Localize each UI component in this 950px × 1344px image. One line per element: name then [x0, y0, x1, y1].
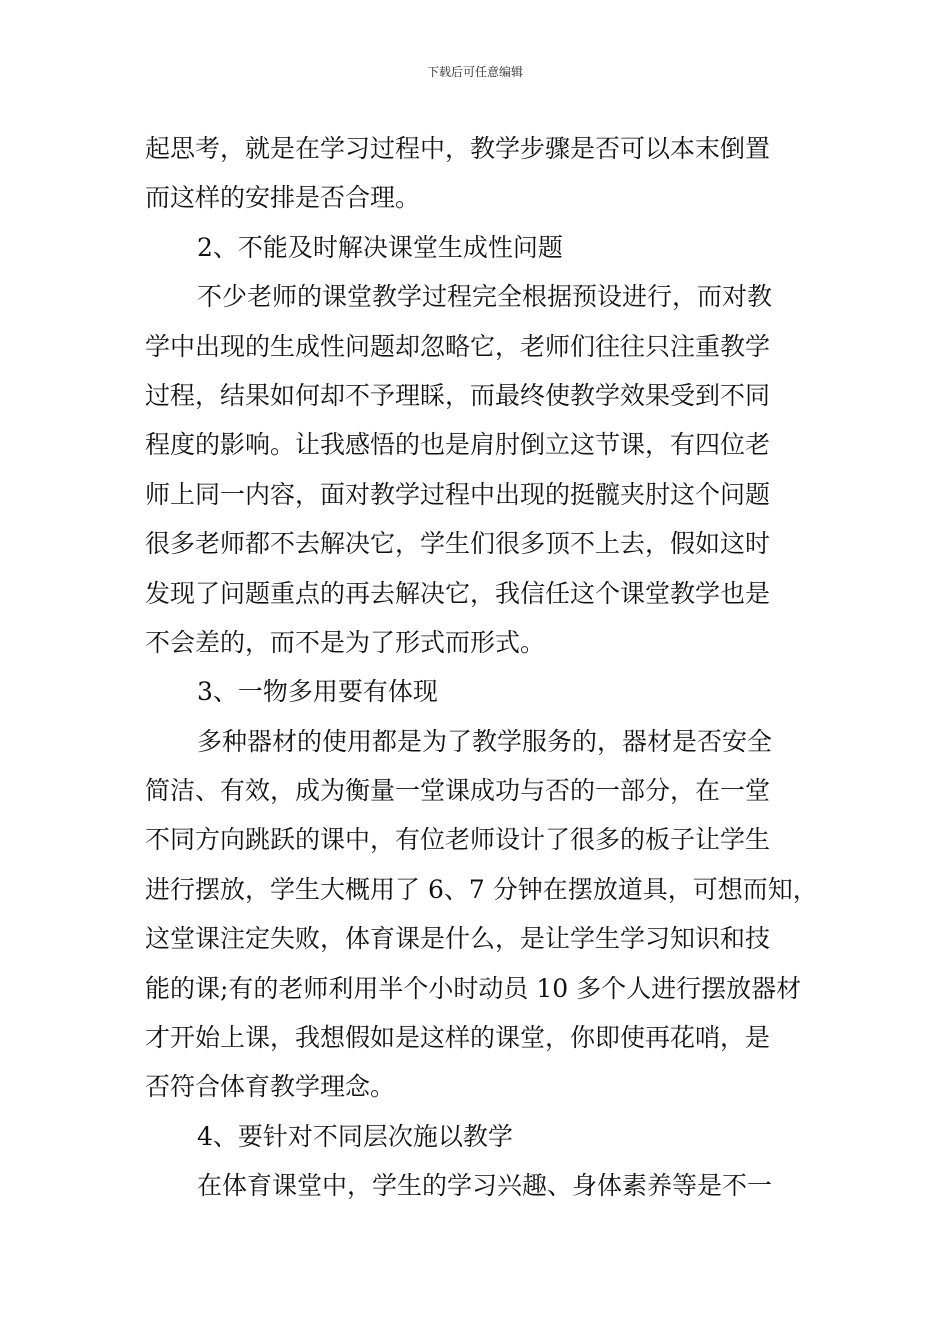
text-line: 程度的影响。让我感悟的也是肩肘倒立这节课，有四位老 [145, 430, 771, 460]
text-line: 多种器材的使用都是为了教学服务的，器材是否安全 [197, 726, 773, 756]
text-line: 在体育课堂中，学生的学习兴趣、身体素养等是不一 [197, 1171, 773, 1201]
text-line: 否符合体育教学理念。 [145, 1072, 396, 1102]
text-line: 能的课;有的老师利用半个小时动员 10 多个人进行摆放器材 [145, 973, 802, 1003]
text-line: 不少老师的课堂教学过程完全根据预设进行，而对教 [197, 282, 773, 312]
text-line: 师上同一内容，面对教学过程中出现的挺髋夹肘这个问题 [145, 479, 771, 509]
text-line: 这堂课注定失败，体育课是什么，是让学生学习知识和技 [145, 924, 771, 954]
text-line: 4、要针对不同层次施以教学 [197, 1121, 513, 1151]
text-line: 不同方向跳跃的课中，有位老师设计了很多的板子让学生 [145, 825, 771, 855]
text-line: 简洁、有效，成为衡量一堂课成功与否的一部分，在一堂 [145, 776, 771, 806]
text-line: 才开始上课，我想假如是这样的课堂，你即使再花哨，是 [145, 1023, 771, 1053]
text-line: 3、一物多用要有体现 [197, 677, 438, 707]
text-line: 而这样的安排是否合理。 [145, 183, 421, 213]
text-line: 过程，结果如何却不予理睬，而最终使教学效果受到不同 [145, 380, 771, 410]
document-body [145, 124, 818, 1211]
text-line: 起思考，就是在学习过程中，教学步骤是否可以本末倒置 [145, 134, 771, 163]
text-line: 发现了问题重点的再去解决它，我信任这个课堂教学也是 [145, 578, 771, 608]
text-line: 很多老师都不去解决它，学生们很多顶不上去，假如这时 [145, 529, 771, 559]
text-line: 不会差的，而不是为了形式而形式。 [145, 627, 546, 657]
text-line: 学中出现的生成性问题却忽略它，老师们往往只注重教学 [145, 331, 771, 361]
text-line: 2、不能及时解决课堂生成性问题 [197, 232, 563, 262]
text-line: 进行摆放，学生大概用了 6、7 分钟在摆放道具，可想而知， [145, 874, 818, 904]
page-header: 下载后可任意编辑 [426, 65, 523, 79]
